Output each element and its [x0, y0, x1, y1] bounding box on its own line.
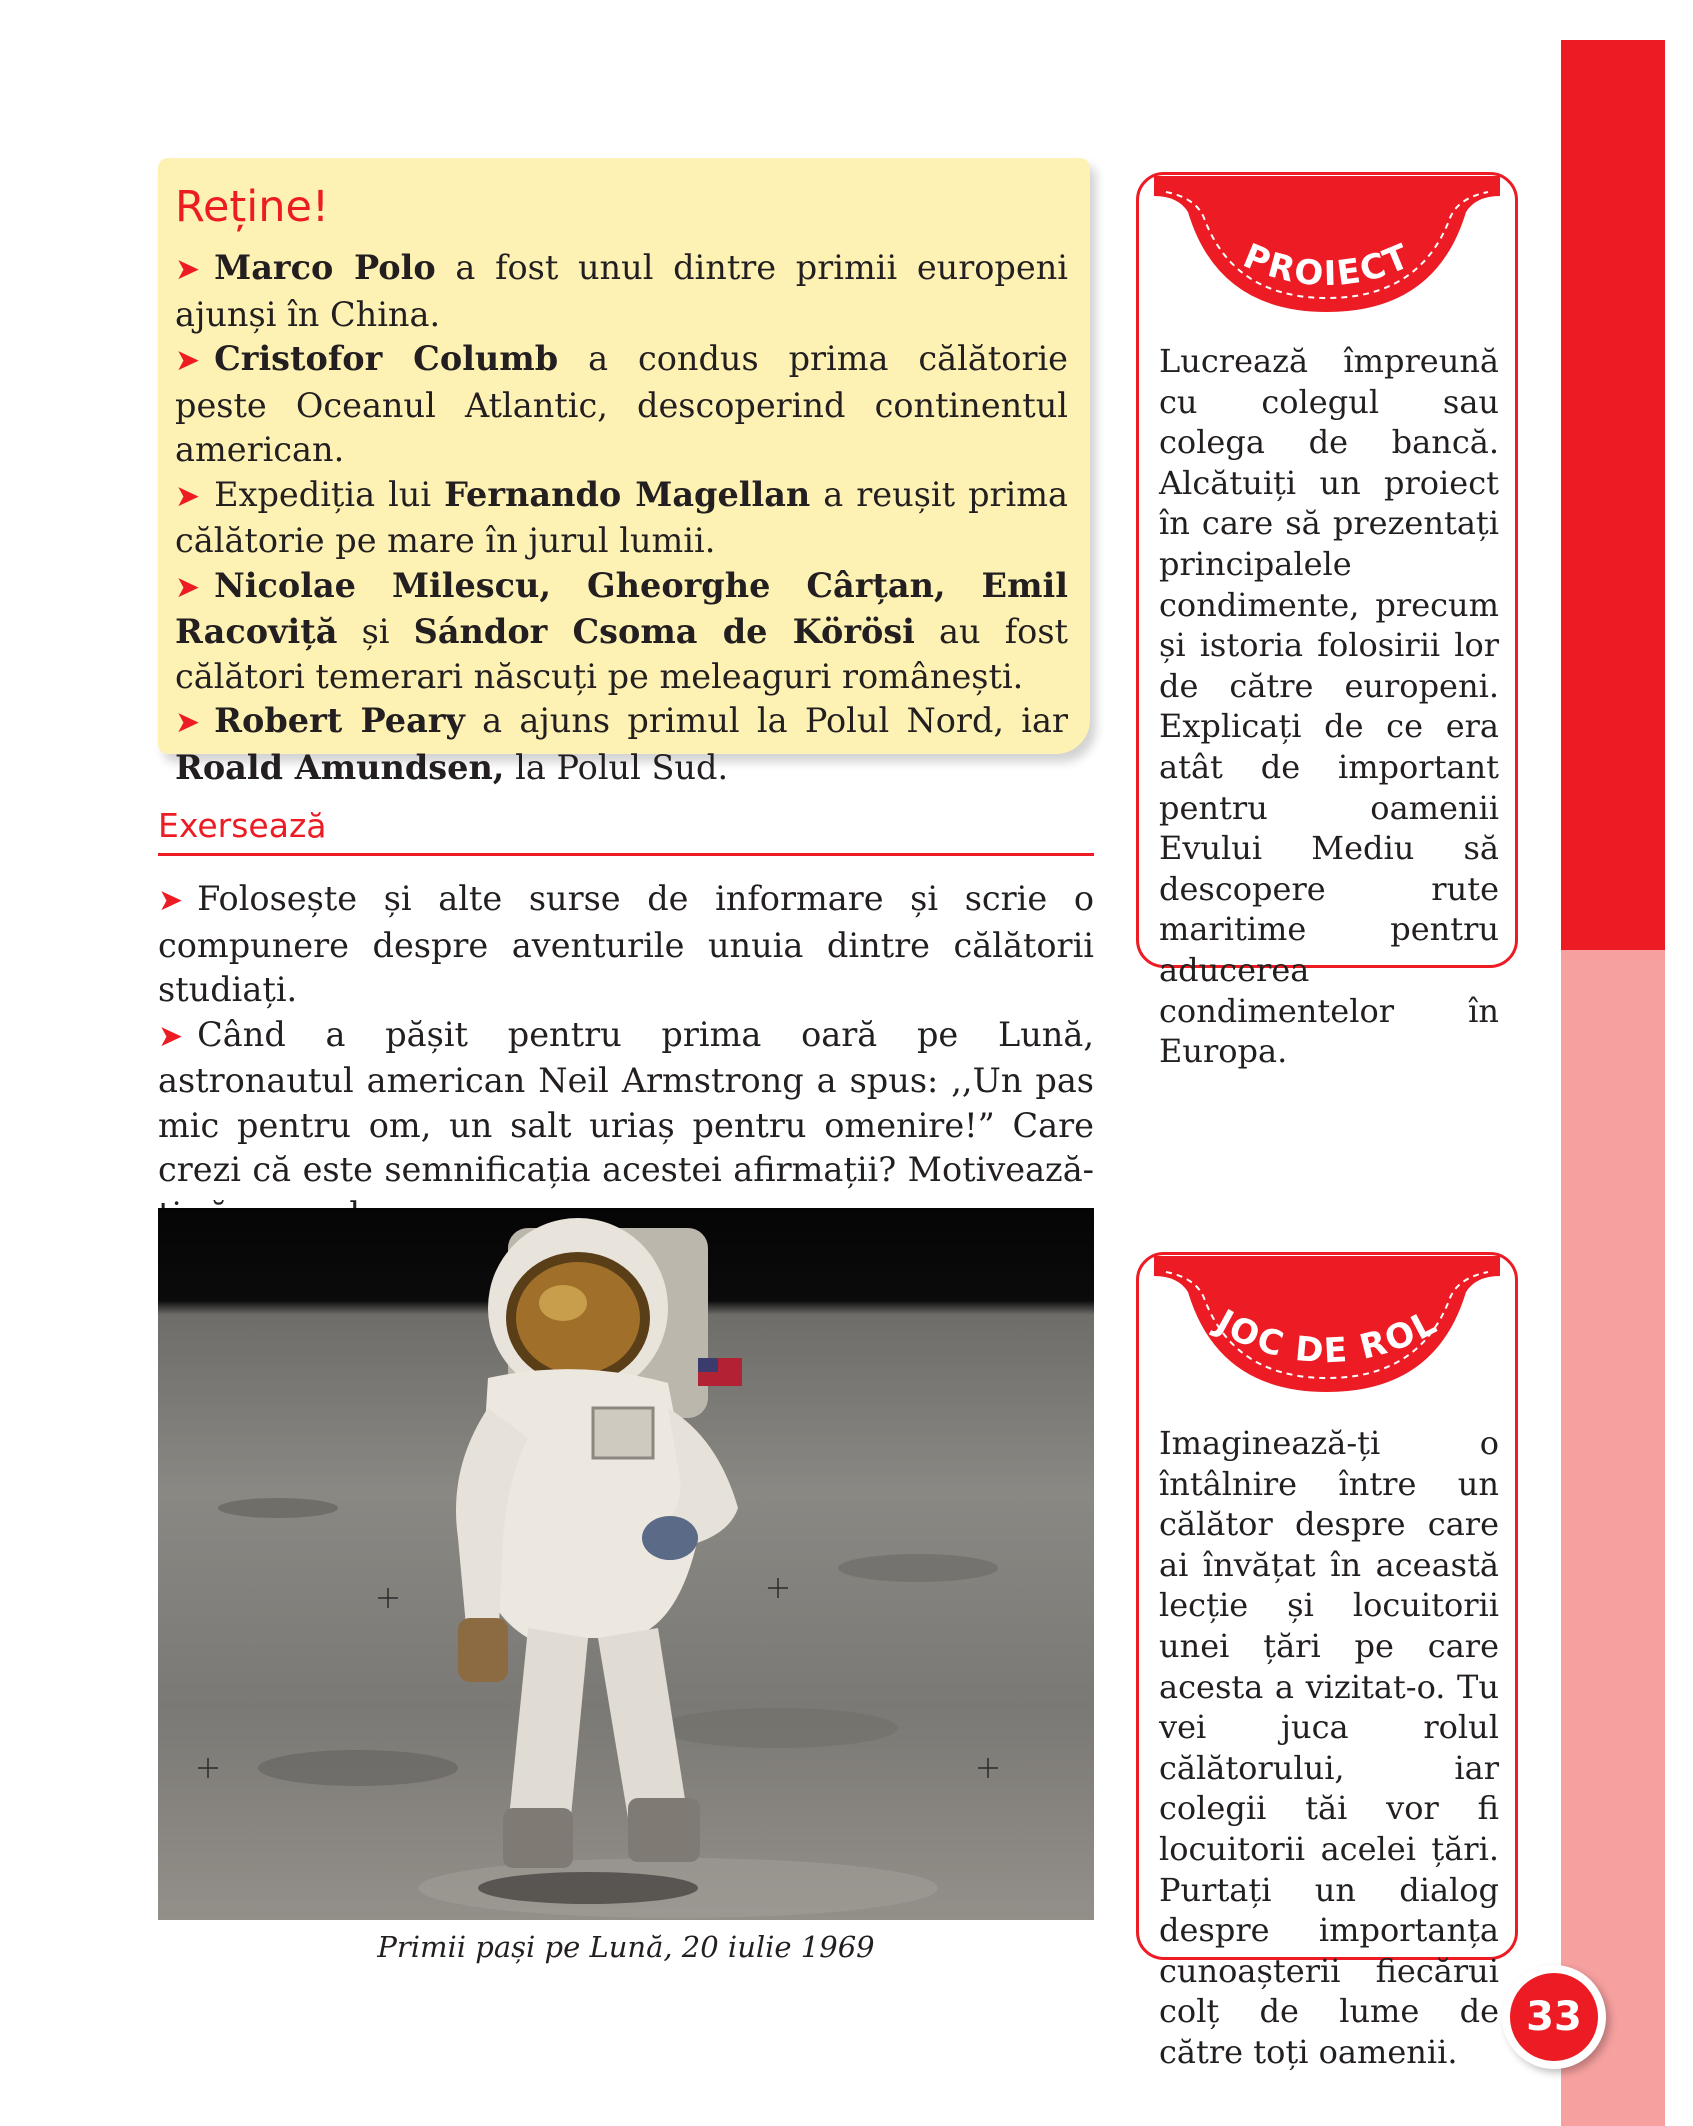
retine-item-text: a reușit prima călătorie pe mare în jurul lumii. — [175, 474, 1068, 560]
retine-item — [175, 564, 1068, 700]
exerseaza-title: Exersează — [158, 806, 1094, 856]
retine-item-bold: Cristofor Columb — [214, 339, 559, 378]
proiect-card — [1136, 172, 1518, 1071]
arrow-icon: ➤ — [175, 705, 201, 740]
proiect-text: Lucrează împreună cu colegul sau colega de bancă. Alcătuiți un proiect în care să prezentați principalele condimente, precum și istoria folosirii lor de către europeni. Explicați de ce era atât de important pentru oamenii Evului Mediu să descopere rute maritime pentru aducerea condimentelor în Europa. — [1159, 342, 1499, 1071]
joc-de-rol-card — [1136, 1252, 1518, 2071]
side-bar-accent — [1561, 40, 1665, 950]
retine-item-bold: Roald Amundsen, — [175, 747, 505, 787]
retine-item-text: și — [337, 612, 414, 651]
retine-box — [158, 158, 1090, 787]
retine-item — [175, 473, 1068, 564]
retine-item-text: a condus prima călătorie peste Oceanul Atlantic, descoperind continentul american. — [175, 339, 1068, 469]
arrow-icon: ➤ — [158, 1018, 184, 1054]
retine-item-bold: Sándor Csoma de Körösi — [413, 612, 915, 651]
exerseaza-list — [158, 877, 1094, 1237]
moon-photo — [158, 1208, 1094, 1920]
retine-item-text: a fost unul dintre primii europeni ajunși în China. — [175, 248, 1068, 334]
retine-item-text: au fost călători temerari născuți pe meleaguri românești. — [175, 612, 1068, 696]
exerseaza-item-text: Folosește și alte surse de informare și scrie o compunere despre aventurile unuia dintre călătorii studiați. — [158, 879, 1094, 1009]
joc-de-rol-text: Imaginează-ți o întâlnire între un călător despre care ai învățat în această lecție și locuitorii unei țări pe care acesta a vizitat-o. Tu vei juca rolul călătorului, iar colegii tăi vor fi locuitorii acelei țări. Purtați un dialog despre importanța cunoașterii fiecărui colț de lume de către toți oamenii. — [1159, 1424, 1499, 2071]
arrow-icon: ➤ — [175, 569, 201, 605]
photo-caption: Primii pași pe Lună, 20 iulie 1969 — [377, 1930, 875, 1964]
retine-item — [175, 337, 1068, 473]
retine-item-bold: Robert Peary — [214, 701, 465, 740]
proiect-label: PROIECT — [1237, 236, 1417, 295]
retine-item-bold: Nicolae Milescu, Gheorghe Cârțan, Emil Racoviță — [175, 565, 1068, 651]
retine-item-text: a ajuns primul la Polul Nord, iar — [464, 701, 1069, 740]
retine-title: Reține! — [175, 182, 330, 232]
exerseaza-item — [158, 877, 1094, 1013]
proiect-banner — [1136, 172, 1518, 332]
joc-de-rol-banner — [1136, 1252, 1518, 1412]
exerseaza-item — [158, 1013, 1094, 1238]
retine-item — [175, 246, 1068, 337]
arrow-icon: ➤ — [158, 883, 184, 918]
retine-item-bold: Marco Polo — [214, 248, 436, 287]
astronaut-illustration — [158, 1208, 1094, 1920]
joc-de-rol-label: JOC DE ROL — [1209, 1302, 1445, 1372]
side-bar-light — [1561, 950, 1665, 2126]
page-number: 33 — [1502, 1965, 1606, 2069]
retine-item-bold: Fernando Magellan — [444, 474, 811, 514]
arrow-icon: ➤ — [175, 252, 201, 287]
retine-item-text: Expediția lui — [214, 474, 445, 514]
retine-item — [175, 699, 1068, 790]
arrow-icon: ➤ — [175, 343, 201, 378]
exerseaza-item-text: Când a pășit pentru prima oară pe Lună, astronautul american Neil Armstrong a spus: ,,Un pas mic pentru om, un salt uriaș pentru omenire!” Care crezi că este semnificația acestei afirmații? Motivează- — [158, 1014, 1094, 1189]
retine-item-text: la Polul Sud. — [504, 747, 729, 787]
arrow-icon: ➤ — [175, 478, 201, 514]
